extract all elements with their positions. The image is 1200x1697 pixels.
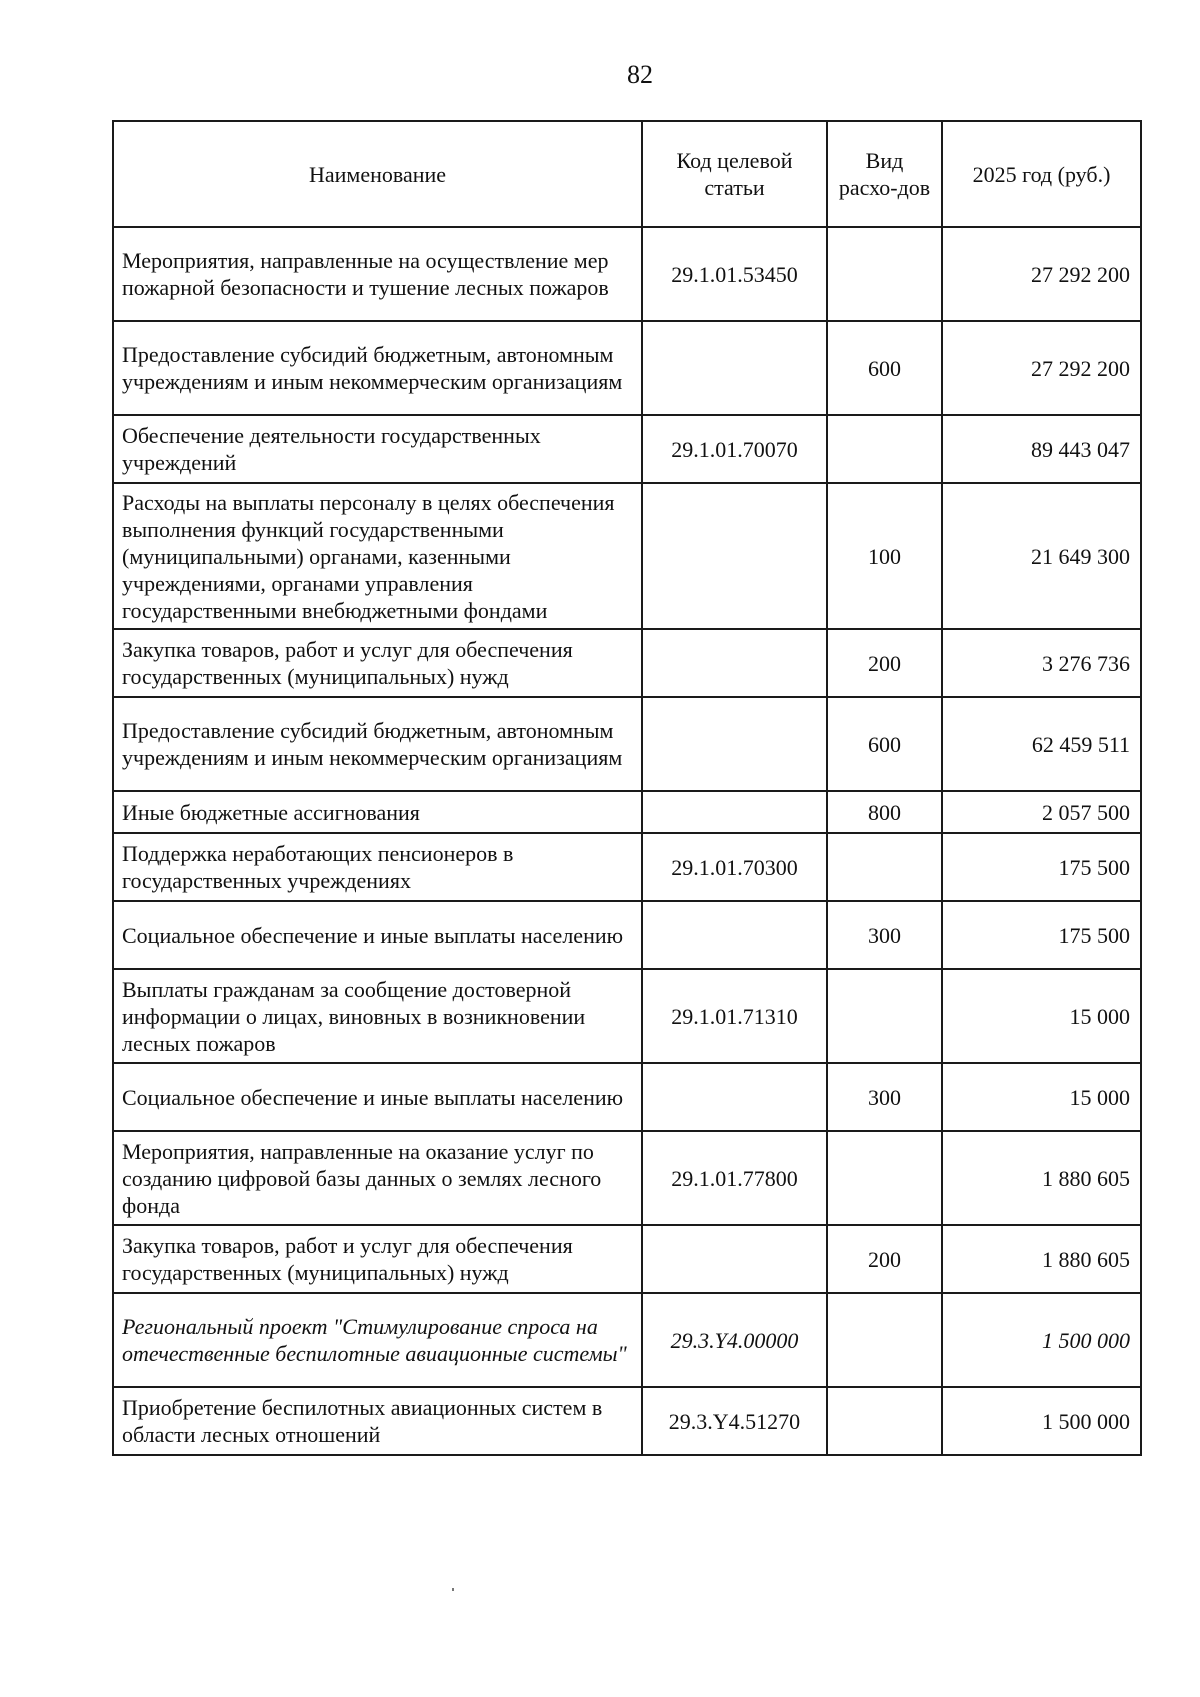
cell-amount: 21 649 300 [942, 483, 1141, 629]
cell-amount: 3 276 736 [942, 629, 1141, 697]
cell-code [642, 901, 827, 969]
table-row [113, 833, 1141, 901]
header-kind: Вид расхо-дов [827, 121, 942, 227]
cell-kind: 300 [827, 1063, 942, 1131]
cell-kind [827, 1387, 942, 1455]
cell-kind: 200 [827, 1225, 942, 1293]
table-row [113, 321, 1141, 415]
cell-name: Региональный проект "Стимулирование спроса на отечественные беспилотные авиационные системы" [113, 1293, 642, 1387]
cell-code: 29.3.Y4.51270 [642, 1387, 827, 1455]
cell-code [642, 483, 827, 629]
cell-kind: 800 [827, 791, 942, 833]
cell-code [642, 629, 827, 697]
cell-amount: 15 000 [942, 1063, 1141, 1131]
table-row [113, 1387, 1141, 1455]
cell-amount: 15 000 [942, 969, 1141, 1063]
cell-name: Социальное обеспечение и иные выплаты населению [113, 1063, 642, 1131]
cell-name: Поддержка неработающих пенсионеров в государственных учреждениях [113, 833, 642, 901]
header-code: Код целевой статьи [642, 121, 827, 227]
cell-amount: 175 500 [942, 901, 1141, 969]
scan-mark [452, 1588, 454, 1591]
table-row [113, 1063, 1141, 1131]
cell-name: Социальное обеспечение и иные выплаты населению [113, 901, 642, 969]
budget-table [112, 120, 1142, 1456]
cell-amount: 1 500 000 [942, 1293, 1141, 1387]
table-body [113, 227, 1141, 1455]
table-row [113, 629, 1141, 697]
cell-name: Обеспечение деятельности государственных учреждений [113, 415, 642, 483]
cell-name: Мероприятия, направленные на оказание услуг по созданию цифровой базы данных о землях лесного фонда [113, 1131, 642, 1225]
table-row [113, 1293, 1141, 1387]
cell-code [642, 697, 827, 791]
cell-code: 29.1.01.70300 [642, 833, 827, 901]
table-row [113, 227, 1141, 321]
cell-code [642, 321, 827, 415]
table-row [113, 901, 1141, 969]
cell-name: Расходы на выплаты персоналу в целях обеспечения выполнения функций государственными (муниципальными) органами, казенными учреждениями, органами управления государственными внебюджетными фондами [113, 483, 642, 629]
cell-code [642, 1225, 827, 1293]
cell-kind [827, 1293, 942, 1387]
cell-amount: 2 057 500 [942, 791, 1141, 833]
header-name: Наименование [113, 121, 642, 227]
cell-amount: 1 880 605 [942, 1131, 1141, 1225]
cell-kind [827, 833, 942, 901]
cell-name: Закупка товаров, работ и услуг для обеспечения государственных (муниципальных) нужд [113, 1225, 642, 1293]
cell-code [642, 791, 827, 833]
table-row [113, 697, 1141, 791]
page-number: 82 [627, 60, 653, 89]
table-row [113, 1225, 1141, 1293]
cell-amount: 1 880 605 [942, 1225, 1141, 1293]
cell-code [642, 1063, 827, 1131]
cell-amount: 27 292 200 [942, 227, 1141, 321]
cell-name: Выплаты гражданам за сообщение достоверной информации о лицах, виновных в возникновении лесных пожаров [113, 969, 642, 1063]
cell-code: 29.1.01.71310 [642, 969, 827, 1063]
cell-code: 29.1.01.77800 [642, 1131, 827, 1225]
cell-amount: 1 500 000 [942, 1387, 1141, 1455]
cell-code: 29.1.01.53450 [642, 227, 827, 321]
cell-kind [827, 227, 942, 321]
cell-amount: 89 443 047 [942, 415, 1141, 483]
table-row [113, 791, 1141, 833]
table-header-row [113, 121, 1141, 227]
cell-kind: 100 [827, 483, 942, 629]
cell-name: Предоставление субсидий бюджетным, автономным учреждениям и иным некоммерческим организациям [113, 321, 642, 415]
table-row [113, 415, 1141, 483]
cell-kind: 200 [827, 629, 942, 697]
cell-name: Приобретение беспилотных авиационных систем в области лесных отношений [113, 1387, 642, 1455]
cell-kind [827, 969, 942, 1063]
cell-name: Иные бюджетные ассигнования [113, 791, 642, 833]
cell-code: 29.1.01.70070 [642, 415, 827, 483]
table-row [113, 1131, 1141, 1225]
cell-kind: 600 [827, 321, 942, 415]
header-amount: 2025 год (руб.) [942, 121, 1141, 227]
cell-name: Закупка товаров, работ и услуг для обеспечения государственных (муниципальных) нужд [113, 629, 642, 697]
cell-kind: 300 [827, 901, 942, 969]
cell-amount: 62 459 511 [942, 697, 1141, 791]
cell-amount: 175 500 [942, 833, 1141, 901]
cell-amount: 27 292 200 [942, 321, 1141, 415]
cell-code: 29.3.Y4.00000 [642, 1293, 827, 1387]
cell-kind: 600 [827, 697, 942, 791]
table-row [113, 969, 1141, 1063]
cell-name: Предоставление субсидий бюджетным, автономным учреждениям и иным некоммерческим организациям [113, 697, 642, 791]
cell-kind [827, 1131, 942, 1225]
cell-name: Мероприятия, направленные на осуществление мер пожарной безопасности и тушение лесных пожаров [113, 227, 642, 321]
table-row [113, 483, 1141, 629]
cell-kind [827, 415, 942, 483]
